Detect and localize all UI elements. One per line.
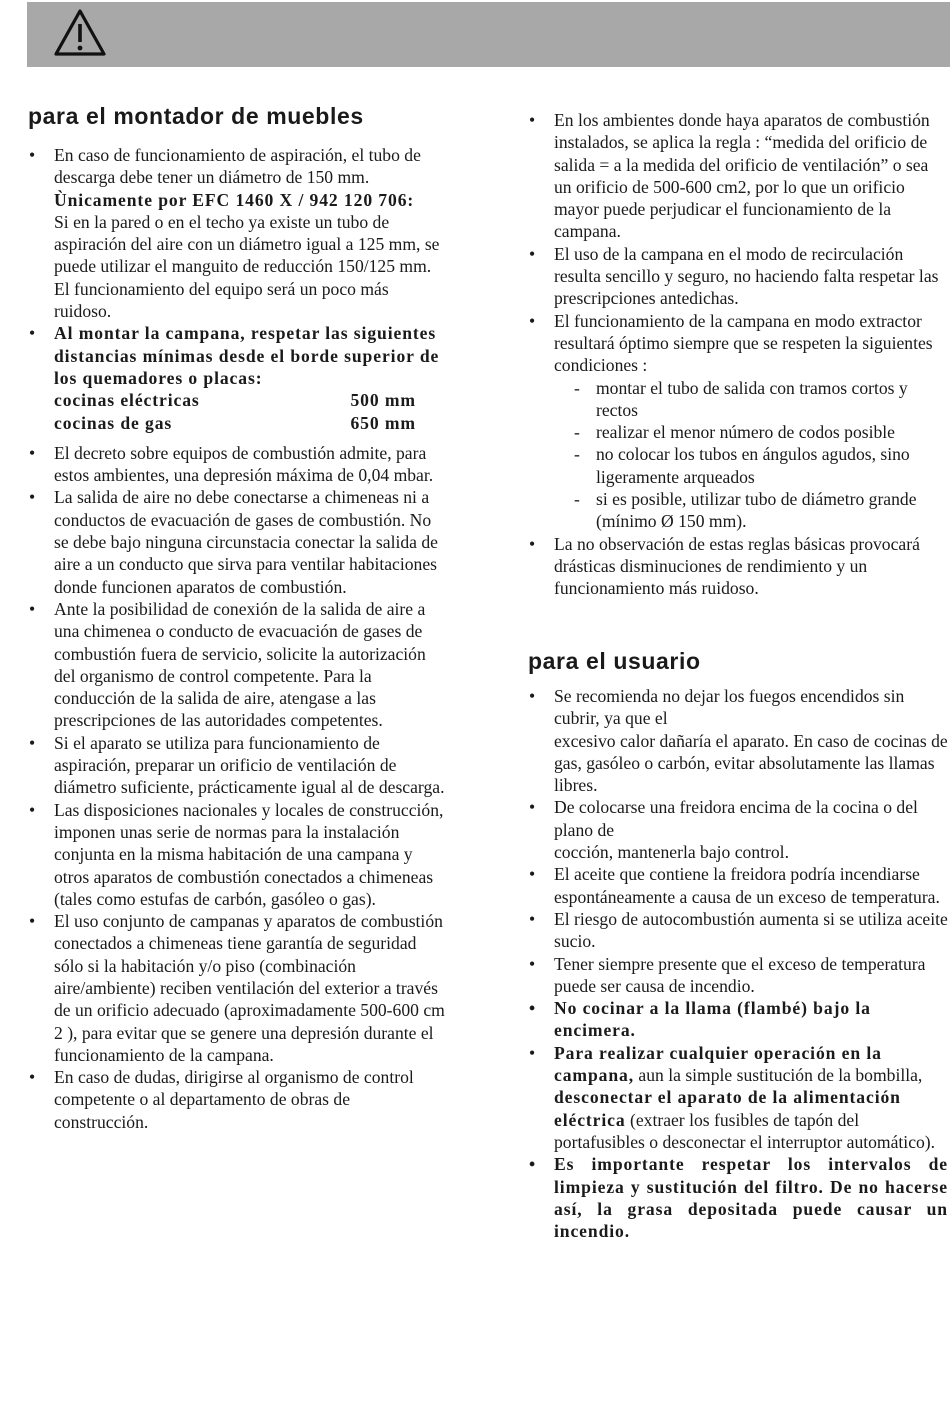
list-item: • El uso conjunto de campanas y aparatos de combustión conectados a chimeneas tiene garantía de seguridad sólo si la habitación y/o piso (combinación aire/ambiente) reciben ventilación del exterior a través de un orificio adecuado (aproximadamente 500-600 cm 2 ), para evitar que se genere una depresión durante el funcionamiento de la campana. — [28, 910, 448, 1066]
list-item: • El funcionamiento de la campana en modo extractor resultará óptimo siempre que se respeten la siguientes condiciones : - montar el tubo de salida con tramos cortos y rectos - realizar el menor número de codos posible - no colocar los tubos en ángulos agudos, sino ligeramente arqueados - si es posible, utilizar tubo de diámetro grande (mínimo Ø 150 mm). — [528, 310, 948, 533]
list-item: • El decreto sobre equipos de combustión admite, para estos ambientes, una depresión máxima de 0,04 mbar. — [28, 442, 448, 487]
conditions-list — [528, 109, 948, 600]
list-item: • La no observación de estas reglas básicas provocará drásticas disminuciones de rendimiento y un funcionamiento más ruidoso. — [528, 533, 948, 600]
list-item: • Se recomienda no dejar los fuegos encendidos sin cubrir, ya que el excesivo calor dañaría el aparato. En caso de cocinas de gas, gasóleo o carbón, evitar absolutamente las llamas libres. — [528, 685, 948, 796]
list-item: • En caso de dudas, dirigirse al organismo de control competente o al departamento de obras de construcción. — [28, 1066, 448, 1133]
sublist-item: - si es posible, utilizar tubo de diámetro grande (mínimo Ø 150 mm). — [554, 488, 948, 533]
conditions-sublist — [554, 377, 948, 533]
sublist-item: - no colocar los tubos en ángulos agudos, sino ligeramente arqueados — [554, 443, 948, 488]
list-item: • Ante la posibilidad de conexión de la salida de aire a una chimenea o conducto de evacuación de gases de combustión fuera de servicio, solicite la autorización del organismo de control competente. Para la conducción de la salida de aire, atengase a las prescripciones de las autoridades competentes. — [28, 598, 448, 732]
sublist-item: - montar el tubo de salida con tramos cortos y rectos — [554, 377, 948, 422]
distance-row: cocinas eléctricas 500 mm — [54, 390, 416, 411]
warning-triangle-icon — [53, 8, 107, 58]
list-item: • El riesgo de autocombustión aumenta si se utiliza aceite sucio. — [528, 908, 948, 953]
list-item: • Al montar la campana, respetar las siguientes distancias mínimas desde el borde superior de los quemadores o placas: cocinas eléctricas 500 mm cocinas de gas 650 mm — [28, 322, 448, 441]
list-item: • El uso de la campana en el modo de recirculación resulta sencillo y seguro, no haciendo falta respetar las prescripciones antedichas. — [528, 243, 948, 310]
list-item: • Las disposiciones nacionales y locales de construcción, imponen unas serie de normas para la instalación conjunta en la misma habitación de una campana y otros aparatos de combustión conectados a chimeneas (tales como estufas de carbón, gasóleo o gas). — [28, 799, 448, 910]
list-item: • En los ambientes donde haya aparatos de combustión instalados, se aplica la regla : “medida del orificio de salida = a la medida del orificio de ventilación” o sea un orificio de 500-600 cm2, por lo que un orificio mayor puede perjudicar el funcionamiento de la campana. — [528, 109, 948, 243]
user-section-title: para el usuario — [528, 648, 701, 674]
installer-list — [28, 144, 448, 1133]
list-item: • No cocinar a la llama (flambé) bajo la encimera. — [528, 997, 948, 1042]
list-item: • Es importante respetar los intervalos de limpieza y sustitución del filtro. De no hacerse así, la grasa depositada puede causar un incendio. — [528, 1153, 948, 1242]
list-item: • La salida de aire no debe conectarse a chimeneas ni a conductos de evacuación de gases de combustión. No se debe bajo ninguna circunstacia conectar la salida de aire a un conducto que sirva para ventilar habitaciones donde funcionen aparatos de combustión. — [28, 486, 448, 597]
list-item: • De colocarse una freidora encima de la cocina o del plano de cocción, mantenerla bajo control. — [528, 796, 948, 863]
list-item: • Tener siempre presente que el exceso de temperatura puede ser causa de incendio. — [528, 953, 948, 998]
sublist-item: - realizar el menor número de codos posible — [554, 421, 948, 443]
distance-row: cocinas de gas 650 mm — [54, 412, 416, 433]
user-list — [528, 685, 948, 1242]
list-item: • Para realizar cualquier operación en la campana, aun la simple sustitución de la bombilla, desconectar el aparato de la alimentación eléctrica (extraer los fusibles de tapón del portafusibles o desconectar el interruptor automático). — [528, 1042, 948, 1153]
list-item: • Si el aparato se utiliza para funcionamiento de aspiración, preparar un orificio de ventilación de diámetro suficiente, prácticamente igual al de descarga. — [28, 732, 448, 799]
installer-section-title: para el montador de muebles — [28, 103, 364, 129]
warning-header-bar — [27, 2, 950, 67]
list-item: • En caso de funcionamiento de aspiración, el tubo de descarga debe tener un diámetro de 150 mm. Ùnicamente por EFC 1460 X / 942 120 706: Si en la pared o en el techo ya existe un tubo de aspiración del aire con un diámetro igual a 125 mm, se puede utilizar el manguito de reducción 150/125 mm. El funcionamiento del equipo será un poco más ruidoso. — [28, 144, 448, 322]
list-item: • El aceite que contiene la freidora podría incendiarse espontáneamente a causa de un exceso de temperatura. — [528, 863, 948, 908]
